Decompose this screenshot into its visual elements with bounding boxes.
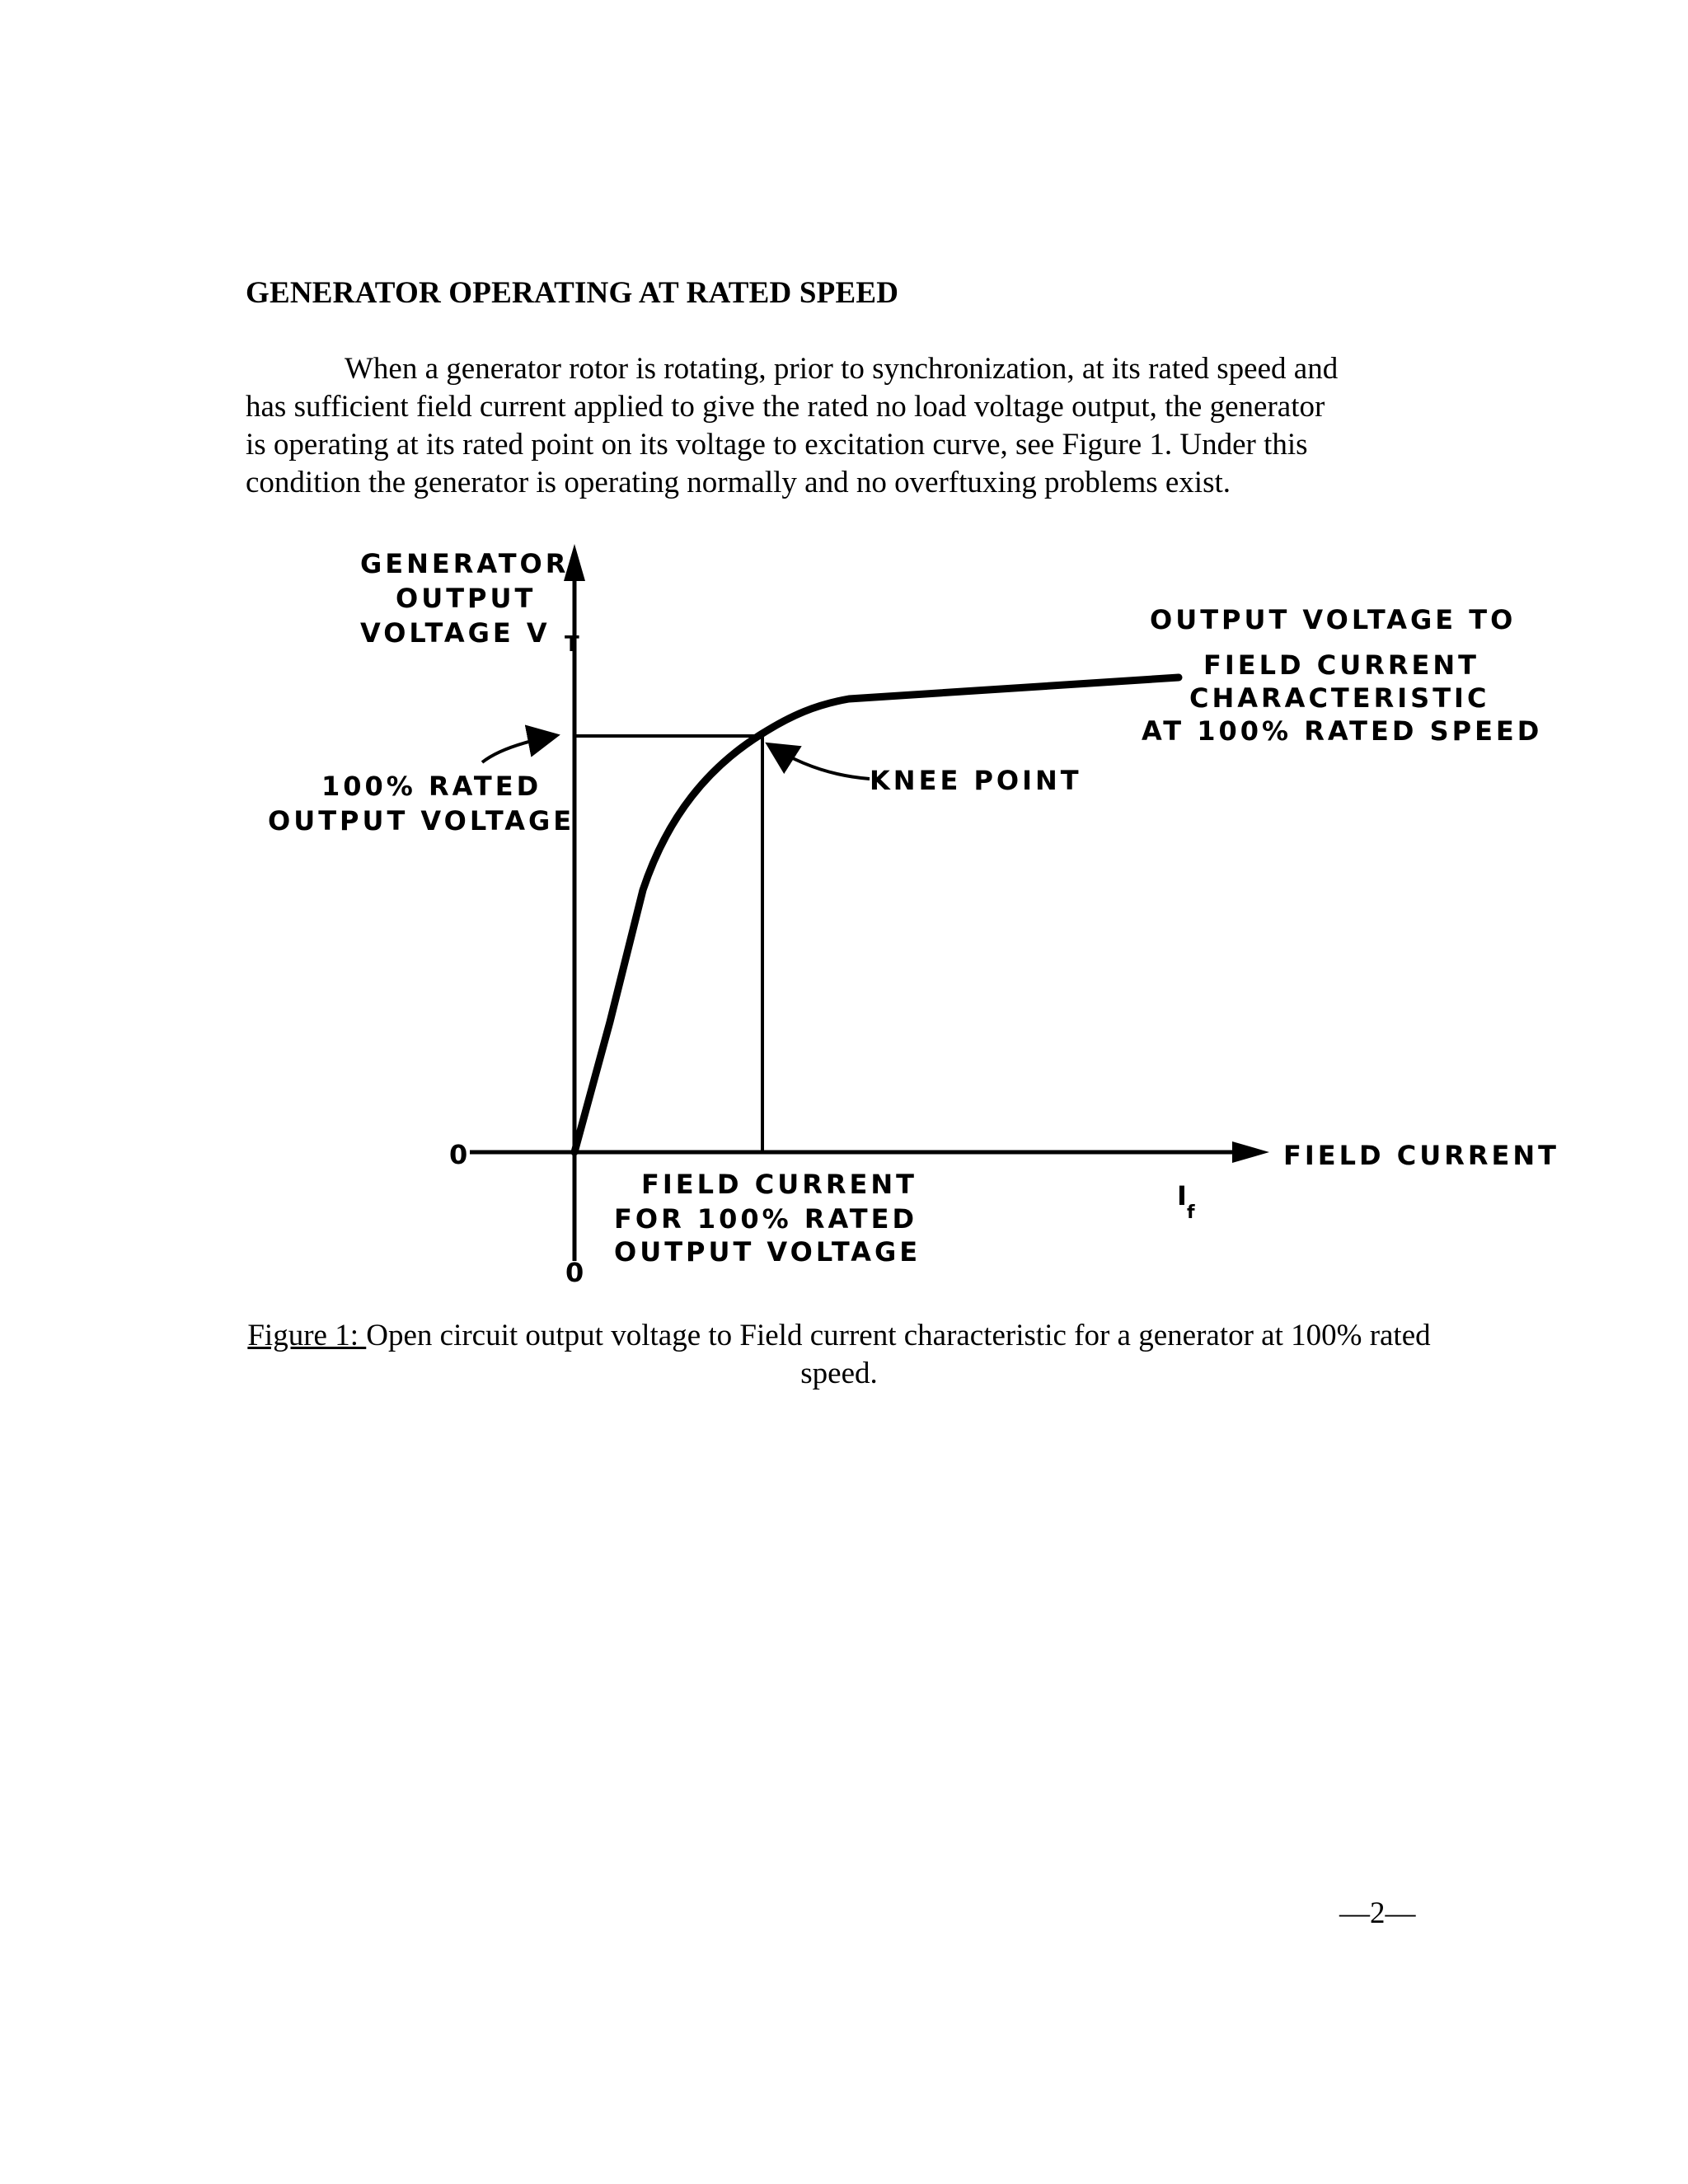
origin-y-label: 0	[449, 1139, 471, 1170]
page-number: —2—	[1339, 1896, 1416, 1930]
curve-label-line-1: OUTPUT VOLTAGE TO	[1150, 604, 1517, 635]
x-axis-symbol-subscript: f	[1187, 1202, 1198, 1223]
y-axis-label-line-3: VOLTAGE V	[360, 617, 551, 649]
x-axis-symbol: I	[1177, 1180, 1190, 1212]
knee-point-label: KNEE POINT	[870, 765, 1082, 796]
x-axis-arrow-icon	[1232, 1141, 1269, 1163]
x-axis-label: FIELD CURRENT	[1283, 1140, 1559, 1171]
figure-caption-label: Figure 1:	[247, 1319, 367, 1352]
curve-label-line-4: AT 100% RATED SPEED	[1142, 715, 1543, 747]
y-axis-label-subscript: T	[565, 632, 583, 657]
paragraph-line: When a generator rotor is rotating, prior to synchronization, at its rated speed and	[345, 352, 1339, 386]
figure-caption-text: Open circuit output voltage to Field current characteristic for a generator at 100% rated speed.	[366, 1319, 1431, 1390]
figure-caption	[246, 1317, 1432, 1393]
section-heading: GENERATOR OPERATING AT RATED SPEED	[246, 276, 899, 310]
curve-label-line-2: FIELD CURRENT	[1203, 649, 1479, 681]
paragraph-line: is operating at its rated point on its voltage to excitation curve, see Figure 1. Under this	[246, 428, 1308, 462]
origin-x-label: 0	[565, 1257, 588, 1288]
field-current-label-line-3: OUTPUT VOLTAGE	[614, 1236, 921, 1268]
curve-label-line-3: CHARACTERISTIC	[1189, 682, 1490, 714]
rated-voltage-label-line-1: 100% RATED	[321, 771, 542, 802]
rated-voltage-arrow	[482, 736, 554, 762]
characteristic-curve	[574, 677, 1179, 1152]
knee-point-arrow	[771, 746, 870, 779]
rated-voltage-label-line-2: OUTPUT VOLTAGE	[268, 805, 575, 837]
field-current-label-line-2: FOR 100% RATED	[614, 1203, 918, 1235]
field-current-label-line-1: FIELD CURRENT	[641, 1169, 917, 1200]
paragraph-line: condition the generator is operating normally and no overftuxing problems exist.	[246, 466, 1231, 499]
paragraph-line: has sufficient field current applied to give the rated no load voltage output, the generator	[246, 390, 1325, 424]
y-axis-label-line-2: OUTPUT	[396, 583, 537, 614]
y-axis-label-line-1: GENERATOR	[360, 548, 570, 579]
